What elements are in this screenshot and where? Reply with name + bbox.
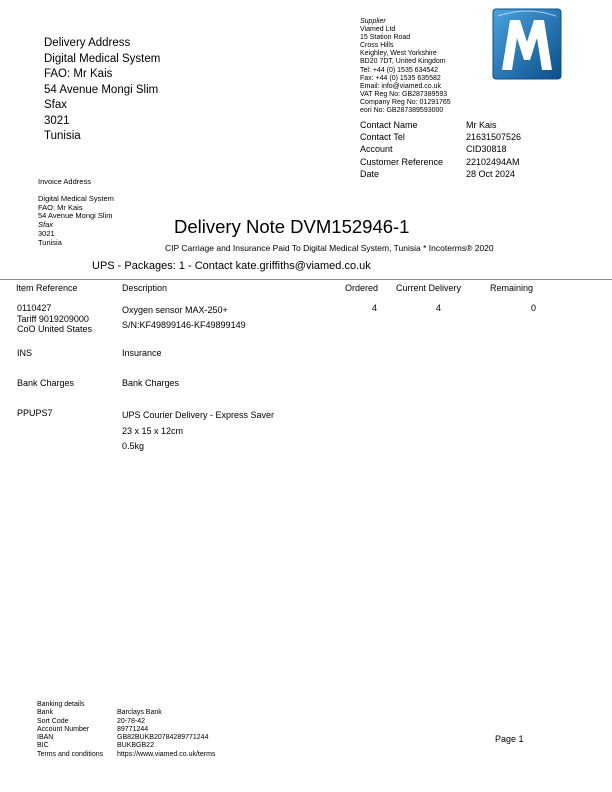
contact-value: CID30818 — [466, 144, 507, 155]
contact-value: 22102494AM — [466, 156, 520, 167]
contact-value: Mr Kais — [466, 120, 497, 130]
page-title: Delivery Note DVM152946-1 — [174, 216, 410, 237]
contact-label: Customer Reference — [360, 156, 444, 167]
banking-heading: Banking details — [37, 701, 85, 708]
supplier-line: 15 Station Road — [360, 34, 411, 42]
supplier-line: Tel: +44 (0) 1535 634542 — [360, 66, 439, 74]
supplier-line: Company Reg No: 01291765 — [360, 98, 451, 106]
row-desc-line: Bank Charges — [122, 378, 180, 388]
row-description — [122, 408, 274, 455]
column-header-ordered: Ordered — [345, 283, 379, 293]
row-ref: CoO United States — [17, 324, 93, 334]
banking-value: 20-78-42 — [117, 717, 146, 725]
viamed-logo-icon — [492, 8, 562, 80]
supplier-block — [360, 18, 451, 115]
incoterms-line: CIP Carriage and Insurance Paid To Digital Medical System, Tunisia * Incoterms® 2020 — [165, 243, 494, 253]
supplier-line: Email: info@viamed.co.uk — [360, 82, 442, 90]
delivery-address-line: Digital Medical System — [44, 52, 161, 65]
contact-row — [360, 143, 521, 155]
invoice-address-line: Sfax — [38, 220, 54, 230]
delivery-address-line: Tunisia — [44, 130, 81, 142]
banking-label: Bank — [37, 709, 53, 717]
banking-value: GB82BUKB20784289771244 — [117, 734, 209, 742]
delivery-address-line: 54 Avenue Mongi Slim — [44, 83, 159, 96]
row-desc-line: Oxygen sensor MAX-250+ — [122, 305, 228, 315]
row-ref: Tariff 9019209000 — [17, 313, 89, 324]
delivery-address-line: Sfax — [44, 99, 68, 111]
banking-label: Sort Code — [37, 717, 69, 725]
supplier-heading: Supplier — [360, 18, 386, 25]
banking-label: IBAN — [37, 734, 54, 742]
invoice-address-line: 3021 — [38, 228, 55, 238]
banking-details — [37, 701, 215, 759]
contact-row — [360, 131, 521, 143]
contact-label: Contact Tel — [360, 132, 405, 143]
supplier-line: eori No: GB287389593000 — [360, 107, 444, 115]
delivery-address-line: 3021 — [44, 114, 70, 127]
contact-value: 28 Oct 2024 — [466, 168, 516, 179]
invoice-address-line: Digital Medical System — [38, 193, 114, 203]
contact-value: 21631507526 — [466, 132, 522, 143]
contact-row — [360, 156, 521, 168]
row-description — [122, 303, 246, 333]
banking-label: Terms and conditions — [37, 750, 104, 758]
row-ref: INS — [17, 348, 33, 358]
supplier-line: Cross Hills — [360, 42, 394, 50]
column-header-item-reference: Item Reference — [16, 283, 78, 293]
row-current-delivery: 4 — [436, 303, 442, 313]
supplier-line: BD20 7DT, United Kingdom — [360, 58, 446, 66]
invoice-address-line: Tunisia — [38, 237, 62, 247]
supplier-line: VAT Reg No: GB287389593 — [360, 90, 448, 98]
row-desc-line: 0.5kg — [122, 441, 145, 451]
row-ref: 0110427 — [17, 303, 52, 313]
header-divider — [0, 279, 612, 280]
contact-row — [360, 168, 521, 180]
contact-label: Account — [360, 144, 393, 155]
invoice-address-heading: Invoice Address — [38, 177, 91, 186]
contact-row — [360, 119, 521, 131]
invoice-address-line: FAO: Mr Kais — [38, 202, 83, 212]
shipping-info: UPS - Packages: 1 - Contact kate.griffiths@viamed.co.uk — [92, 260, 371, 272]
contact-details — [360, 119, 521, 180]
contact-label: Contact Name — [360, 120, 418, 130]
banking-label: Account Number — [37, 725, 90, 733]
banking-value: 89771244 — [117, 725, 149, 733]
invoice-address-line: 54 Avenue Mongi Slim — [38, 211, 113, 221]
supplier-line: Fax: +44 (0) 1535 635582 — [360, 74, 441, 82]
banking-label: BIC — [37, 742, 49, 750]
delivery-address-heading: Delivery Address — [44, 37, 131, 49]
row-remaining: 0 — [531, 303, 537, 313]
banking-value: BUKBGB22 — [117, 742, 154, 750]
row-desc-line: Insurance — [122, 348, 162, 358]
supplier-line: Viamed Ltd — [360, 26, 396, 34]
delivery-address-line: FAO: Mr Kais — [44, 68, 113, 80]
table-row — [17, 303, 92, 335]
delivery-address — [44, 36, 160, 145]
row-desc-line: UPS Courier Delivery - Express Saver — [122, 410, 275, 420]
contact-label: Date — [360, 168, 380, 179]
row-ordered: 4 — [372, 303, 378, 313]
column-header-current-delivery: Current Delivery — [396, 283, 462, 293]
banking-value: Barclays Bank — [117, 709, 162, 717]
column-header-remaining: Remaining — [490, 283, 534, 293]
row-desc-line: S/N:KF49899146-KF49899149 — [122, 320, 246, 330]
row-desc-line: 23 x 15 x 12cm — [122, 425, 184, 436]
supplier-line: Keighley, West Yorkshire — [360, 50, 437, 58]
terms-link[interactable]: https://www.viamed.co.uk/terms — [117, 750, 216, 758]
page-number: Page 1 — [495, 734, 524, 744]
invoice-address — [38, 178, 114, 248]
row-ref: Bank Charges — [17, 378, 75, 388]
column-header-description: Description — [122, 283, 168, 293]
row-ref: PPUPS7 — [17, 408, 53, 418]
